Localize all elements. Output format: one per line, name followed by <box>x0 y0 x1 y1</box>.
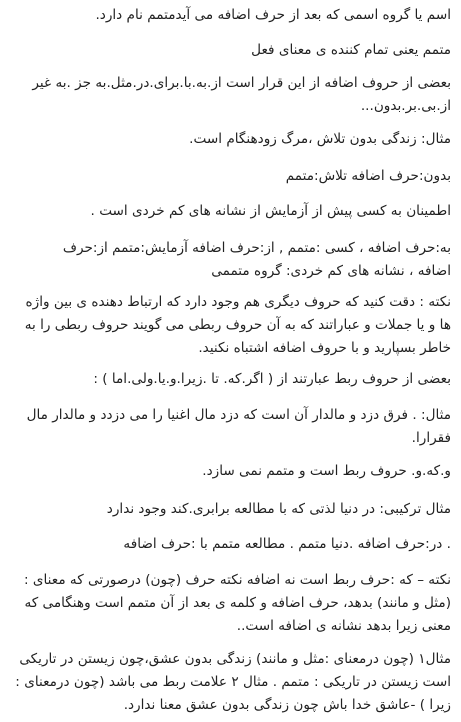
paragraph <box>10 533 451 556</box>
text-line: بعضی از حروف اضافه از این قرار است از.به.با.برای.در.مثل.به جز .به غیر <box>32 75 451 91</box>
text-line: متمم یعنی تمام کننده ی معنای فعل <box>251 42 451 58</box>
text-line: به:حرف اضافه ، کسی :متمم , از:حرف اضافه آزمایش:متمم از:حرف <box>62 240 451 256</box>
text-line: از.بی.بر.بدون... <box>360 98 451 114</box>
text-line: (مثل و مانند) بدهد، حرف اضافه و کلمه ی بعد از آن متمم است وهنگامی که <box>24 595 451 611</box>
text-line: مثال: زندگی بدون تلاش ،مرگ زودهنگام است. <box>189 131 451 147</box>
paragraph <box>10 72 451 118</box>
paragraph <box>10 460 451 483</box>
text-line: . در:حرف اضافه .دنیا متمم . مطالعه متمم با :حرف اضافه <box>123 536 451 552</box>
text-line: فقرارا. <box>411 430 451 446</box>
paragraph <box>10 237 451 283</box>
text-line: معنی زیرا بدهد نشانه ی اضافه است.. <box>236 618 451 634</box>
paragraph <box>10 165 451 188</box>
text-line: مثال: . فرق دزد و مالدار آن است که دزد مال اغنیا را می دزدد و مالدار مال <box>26 407 451 423</box>
text-line: بدون:حرف اضافه تلاش:متمم <box>285 168 451 184</box>
paragraph <box>10 368 451 391</box>
text-line: است زیستن در تاریکی : متمم . مثال ۲ علامت ربط می باشد (چون درمعنای : <box>15 674 451 690</box>
paragraph <box>10 569 451 638</box>
text-line: اضافه ، نشانه های کم خردی: گروه متممی <box>211 263 451 279</box>
paragraph <box>10 4 451 27</box>
text-line: زیرا ) -عاشق خدا باش چون زندگی بدون عشق معنا ندارد. <box>123 697 451 713</box>
paragraph <box>10 404 451 450</box>
text-line: نکته – که :حرف ربط است نه اضافه نکته حرف (چون) درصورتی که معنای : <box>23 572 451 588</box>
paragraph <box>10 291 451 360</box>
text-line: خاطر بسپارید و با حروف اضافه اشتباه نکنید. <box>198 340 451 356</box>
text-line: و.که.و. حروف ربط است و متمم نمی سازد. <box>202 463 451 479</box>
text-line: مثال ترکیبی: در دنیا لذتی که با مطالعه برابری.کند وجود ندارد <box>106 501 451 517</box>
paragraph <box>10 128 451 151</box>
paragraph <box>10 39 451 62</box>
text-line: ها و یا جملات و عباراتند که به آن حروف ربطی می گویند حروف ربطی را به <box>24 317 451 333</box>
paragraph <box>10 200 451 223</box>
text-line: بعضی از حروف ربط عبارتند از ( اگر.که. تا .زیرا.و.یا.ولی.اما ) : <box>93 371 451 387</box>
paragraph <box>10 648 451 717</box>
text-line: نکته : دقت کنید که حروف دیگری هم وجود دارد که ارتباط دهنده ی بین واژه <box>25 294 451 310</box>
text-line: اسم یا گروه اسمی که بعد از حرف اضافه می آیدمتمم نام دارد. <box>95 7 451 23</box>
text-line: مثال۱ (چون درمعنای :مثل و مانند) زندگی بدون عشق،چون زیستن در تاریکی <box>19 651 451 667</box>
paragraph <box>10 498 451 521</box>
text-line: اطمینان به کسی پیش از آزمایش از نشانه های کم خردی است . <box>90 203 451 219</box>
